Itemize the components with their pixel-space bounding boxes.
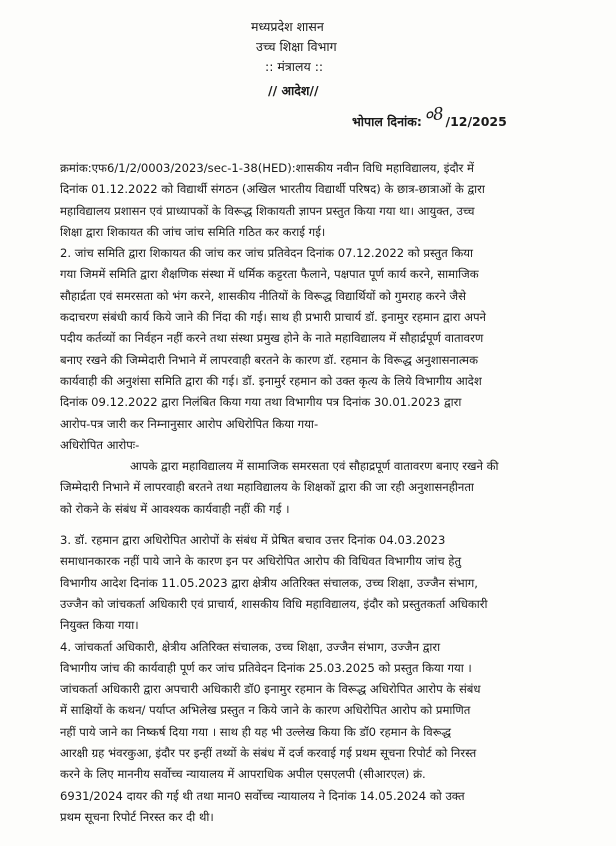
paragraph-3: [60, 530, 580, 636]
order-date: [352, 104, 507, 131]
text-line: क्रमांक:एफ6/1/2/0003/2023/sec-1-38(HED):शासकीय नवीन विधि महाविद्यालय, इंदौर में: [60, 161, 474, 175]
text-line: में साक्षियों के कथन/ पर्याप्त अभिलेख प्रस्तुत न किये जाने के कारण अधिरोपित आरोप को प्रमाणित: [60, 703, 471, 718]
paragraph-2: [60, 243, 580, 435]
text-line: को रोकने के संबंध में आवश्यक कार्यवाही नहीं की गई ।: [60, 501, 290, 516]
department-heading: उच्च शिक्षा विभाग: [256, 39, 337, 54]
order-body: [60, 158, 580, 828]
text-line: कदाचरण संबंधी कार्य किये जाने की निंदा की गई। साथ ही प्रभारी प्राचार्य डॉ. इनामुर रहमान द्वारा अपने: [60, 310, 486, 325]
charge-section: [60, 435, 580, 520]
text-line: बनाए रखने की जिम्मेदारी निभाने में लापरवाही बरतने के कारण डॉ. रहमान के विरूद्ध अनुशासनात्मक: [60, 352, 478, 367]
text-line: दिनांक 01.12.2022 को विद्यार्थी संगठन (अखिल भारतीय विद्यार्थी परिषद) के छात्र-छात्राओं के द्वारा: [60, 182, 485, 197]
text-line: 6931/2024 दायर की गई थी तथा मान0 सर्वोच्च न्यायालय ने दिनांक 14.05.2024 को उक्त: [60, 788, 465, 803]
text-line: महाविद्यालय प्रशासन एवं प्राध्यापकों के विरूद्ध शिकायती ज्ञापन प्रस्तुत किया गया था। आयुक्त, उच्च: [60, 203, 475, 218]
paragraph-4: [60, 637, 580, 829]
text-line: आपके द्वारा महाविद्यालय में सामाजिक समरसता एवं सौहाद्रपूर्ण वातावरण बनाए रखने की: [130, 459, 499, 474]
text-line: कार्यवाही की अनुशंसा समिति द्वारा की गई। डॉ. इनामुर्र रहमान को उक्त कृत्य के लिये विभागीय आदेश: [60, 373, 482, 388]
text-line: प्रथम सूचना रिपोर्ट निरस्त कर दी थी।: [60, 809, 214, 824]
text-line: पदीय कर्तव्यों का निर्वहन नहीं करने तथा संस्था प्रमुख होने के नाते महाविद्यालय में सौहार्द्रपूर्ण वातावरण: [60, 331, 484, 346]
text-line: करने के लिए माननीय सर्वोच्च न्यायालय में आपराधिक अपील एसएलपी (सीआरएल) क्रं.: [60, 767, 426, 782]
text-line: जांचकर्ता अधिकारी द्वारा अपचारी अधिकारी डॉ0 इनामुर रहमान के विरूद्ध अधिरोपित आरोप के संबंध: [60, 682, 481, 697]
text-line: नहीं पाये जाने का निष्कर्ष दिया गया । साथ ही यह भी उल्लेख किया कि डॉ0 रहमान के विरूद्ध: [60, 724, 452, 739]
text-line: 4. जांचकर्ता अधिकारी, क्षेत्रीय अतिरिक्त संचालक, उच्च शिक्षा, उज्जैन संभाग, उज्जैन द्वारा: [60, 639, 441, 654]
ministry-heading: :: मंत्रालय ::: [265, 59, 324, 74]
government-heading: मध्यप्रदेश शासन: [251, 19, 324, 34]
text-line: सौहार्द्रता एवं समरसता को भंग करने, शासकीय नीतियों के विरूद्ध विद्यार्थियों को गुमराह करने जैसे: [60, 288, 466, 303]
text-line: 2. जांच समिति द्वारा शिकायत की जांच कर जांच प्रतिवेदन दिनांक 07.12.2022 को प्रस्तुत किया: [60, 246, 474, 261]
text-line: विभागीय जांच की कार्यवाही पूर्ण कर जांच प्रतिवेदन दिनांक 25.03.2025 को प्रस्तुत किया गया ।: [60, 660, 472, 675]
text-line: नियुक्त किया गया।: [60, 618, 139, 633]
paragraph-1: [60, 158, 580, 243]
date-label: भोपाल दिनांक:: [352, 114, 422, 129]
text-line: शिक्षा द्वारा शिकायत की जांच जांच समिति गठित कर कराई गई।: [60, 224, 326, 239]
text-line: समाधानकारक नहीं पाये जाने के कारण इन पर अधिरोपित आरोप की विधिवत विभागीय जांच हेतु: [60, 554, 462, 569]
text-line: दिनांक 09.12.2022 द्वारा निलंबित किया गया तथा विभागीय पत्र दिनांक 30.01.2023 द्वारा: [60, 395, 462, 410]
text-line: उज्जैन को जांचकर्ता अधिकारी एवं प्राचार्य, शासकीय विधि महाविद्यालय, इंदौर को प्रस्तुतकर्ता अधिकारी: [60, 596, 488, 611]
text-line: विभागीय आदेश दिनांक 11.05.2023 द्वारा क्षेत्रीय अतिरिक्त संचालक, उच्च शिक्षा, उज्जैन संभाग,: [60, 575, 478, 590]
date-rest: /12/2025: [445, 114, 507, 129]
text-line: आरोप-पत्र जारी कर निम्नानुसार आरोप अधिरोपित किया गया-: [60, 416, 319, 431]
order-heading: // आदेश//: [268, 83, 319, 98]
text-line: जिम्मेदारी निभाने में लापरवाही बरतने तथा महाविद्यालय के शिक्षकों द्वारा की जा रही अनुशासनहीनता: [60, 480, 474, 495]
charge-label: अधिरोपित आरोपः-: [60, 437, 140, 452]
text-line: गया जिममें समिति द्वारा शैक्षणिक संस्था में धर्मिक कट्टरता फैलाने, पक्षपात पूर्ण कार्य करने, सामाजिक: [60, 267, 479, 282]
handwritten-day: ०8: [423, 104, 445, 126]
text-line: आरक्षी ग्रह भंवरकुआ, इंदौर पर इन्हीं तथ्यों के संबंध में दर्ज करवाई गई प्रथम सूचना रिपोर्ट को निरस्त: [60, 746, 477, 761]
text-line: 3. डॉ. रहमान द्वारा अधिरोपित आरोपों के संबंध में प्रेषित बचाव उत्तर दिनांक 04.03.2023: [60, 533, 446, 548]
